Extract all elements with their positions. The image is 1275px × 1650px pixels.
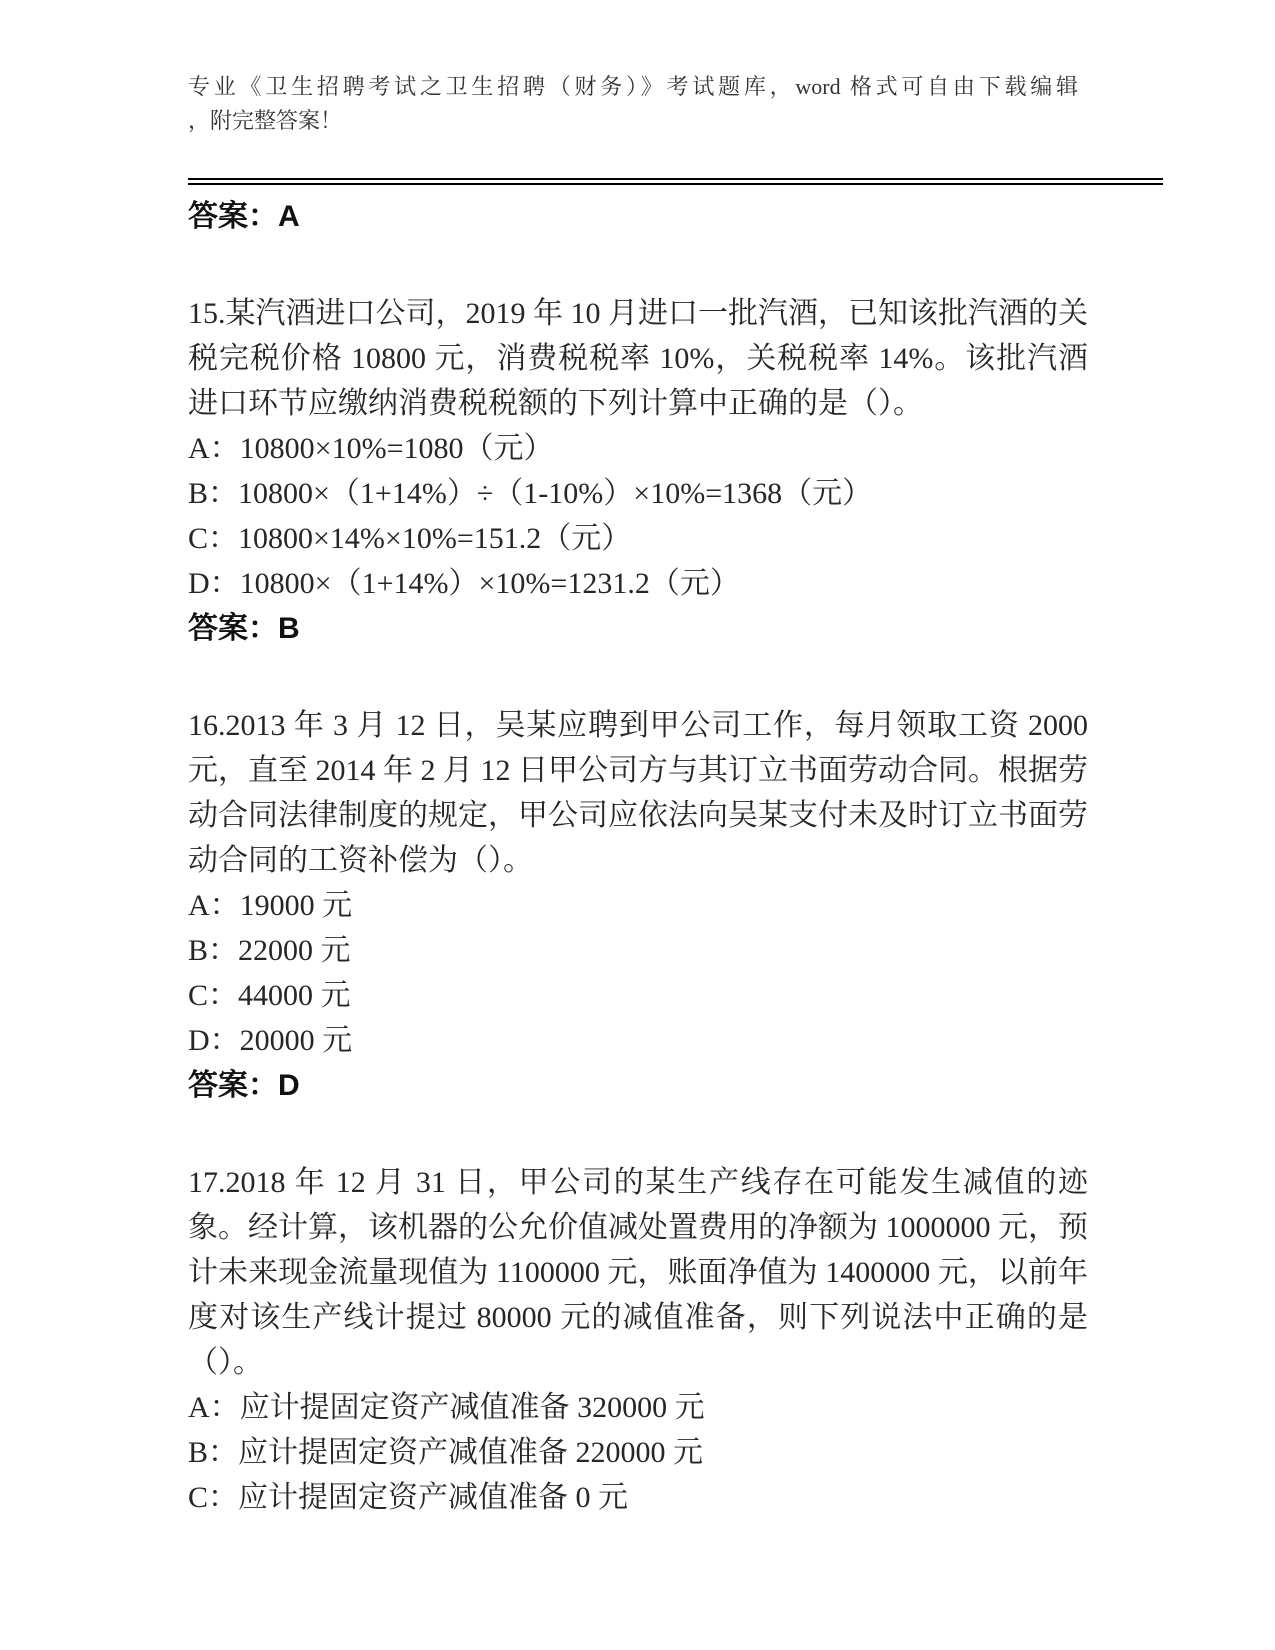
question-16 — [188, 703, 1088, 1108]
header-divider-rule — [188, 178, 1163, 185]
question-17-option-c: C：应计提固定资产减值准备 0 元 — [188, 1481, 629, 1514]
question-15-stem: 15.某汽酒进口公司，2019 年 10 月进口一批汽酒，已知该批汽酒的关税完税价格 10800 元，消费税税率 10%，关税税率 14%。该批汽酒进口环节应缴纳消费税税额的下列计算中正确的是（）。 — [188, 297, 1088, 420]
question-16-option-b: B：22000 元 — [188, 934, 351, 967]
question-16-answer: 答案：D — [188, 1069, 300, 1102]
question-17-stem: 17.2018 年 12 月 31 日，甲公司的某生产线存在可能发生减值的迹象。经计算，该机器的公允价值减处置费用的净额为 1000000 元，预计未来现金流量现值为 1100000 元，账面净值为 1400000 元，以前年度对该生产线计提过 80000 元的减值准备，则下列说法中正确的是（）。 — [188, 1166, 1088, 1379]
question-15-answer: 答案：B — [188, 612, 300, 645]
page-header — [188, 70, 1078, 138]
question-15-option-a: A：10800×10%=1080（元） — [188, 432, 554, 465]
question-17-option-b: B：应计提固定资产减值准备 220000 元 — [188, 1436, 704, 1469]
question-16-option-a: A：19000 元 — [188, 889, 353, 922]
question-15-option-d: D：10800×（1+14%）×10%=1231.2（元） — [188, 567, 740, 600]
question-15 — [188, 291, 1088, 651]
question-17 — [188, 1160, 1088, 1520]
question-17-option-a: A：应计提固定资产减值准备 320000 元 — [188, 1391, 705, 1424]
question-16-option-d: D：20000 元 — [188, 1024, 353, 1057]
question-15-option-c: C：10800×14%×10%=151.2（元） — [188, 522, 632, 555]
header-title-line1: 专业《卫生招聘考试之卫生招聘（财务）》考试题库，word 格式可自由下载编辑 — [188, 74, 1078, 99]
document-body — [188, 194, 1088, 1520]
question-16-option-c: C：44000 元 — [188, 979, 351, 1012]
question-15-option-b: B：10800×（1+14%）÷（1-10%）×10%=1368（元） — [188, 477, 873, 510]
carryover-answer: 答案：A — [188, 200, 300, 233]
question-16-stem: 16.2013 年 3 月 12 日，吴某应聘到甲公司工作，每月领取工资 2000 元，直至 2014 年 2 月 12 日甲公司方与其订立书面劳动合同。根据劳动合同法律制度的规定，甲公司应依法向吴某支付未及时订立书面劳动合同的工资补偿为（）。 — [188, 709, 1088, 877]
header-title-line2: ，附完整答案！ — [188, 108, 343, 133]
